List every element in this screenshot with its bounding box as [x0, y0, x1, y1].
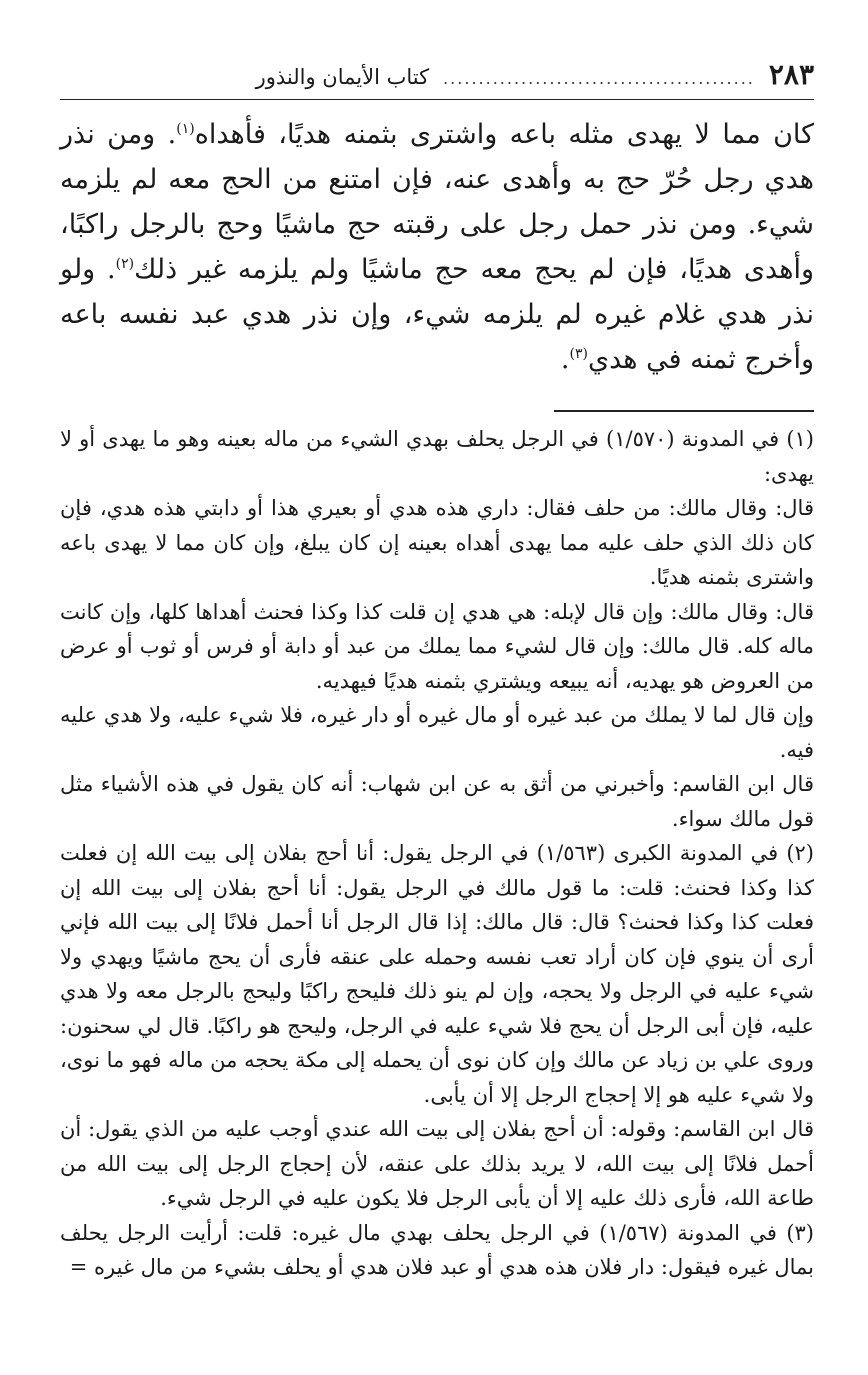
footnote-paragraph: (١) في المدونة (١/٥٧٠) في الرجل يحلف بهدي الشيء من ماله بعينه وهو ما يهدى أو لا يهدى: — [60, 427, 814, 486]
footnote-paragraph: (٢) في المدونة الكبرى (١/٥٦٣) في الرجل يقول: أنا أحج بفلان إلى بيت الله إن فعلت كذا وكذا فحنث: قلت: ما قول مالك في الرجل يقول: أنا أحج بفلان إلى بيت الله إن فعلت كذا وكذا فحنث؟ قال: قال مالك: إذا قال الرجل أنا أحمل فلانًا إلى بيت الله فإني أرى أن ينوي فإن كان أراد تعب نفسه وحمله على عنقه فأرى أن يحج ماشيًا ويهدي ولا شيء عليه في الرجل ولا يحجه، وإن لم ينو ذلك فليحج راكبًا وليحج بالرجل معه ولا هدي عليه، فإن أبى الرجل أن يحج فلا شيء عليه في الرجل، وليحج هو راكبًا. قال لي سحنون: وروى علي بن زياد عن مالك وإن كان نوى أن يحمله إلى مكة يحجه من ماله فهو ما نوى، ولا شيء عليه هو إلا إحجاج الرجل إلا أن يأبى. — [60, 841, 814, 1107]
footnote-paragraph: قال ابن القاسم: وقوله: أن أحج بفلان إلى بيت الله عندي أوجب عليه من الذي يقول: أن أحمل فلانًا إلى بيت الله، لا يريد بذلك على عنقه، لأن إحجاج الرجل إلى بيت الله من طاعة الله، فأرى ذلك عليه إلا أن يأبى الرجل فلا يكون عليه في الرجل شيء. — [60, 1117, 814, 1210]
page-header — [60, 58, 814, 100]
footnotes — [60, 422, 814, 1285]
footnote-reference-3: (٣) — [569, 346, 588, 362]
footnote-paragraph: قال: وقال مالك: من حلف فقال: داري هذه هدي أو بعيري هذا أو دابتي هذه هدي، فإن كان ذلك الذي حلف عليه مما يهدى أهداه بعينه إن كان يبلغ، وإن كان مما لا يهدى باعه واشترى بثمنه هديًا. — [60, 496, 814, 589]
main-text-segment: . ومن نذر هدي رجل حُرّ حج به وأهدى عنه، فإن امتنع من الحج معه لم يلزمه شيء. ومن نذر حمل رجل على رقبته حج ماشيًا وحج بالرجل راكبًا، وأهدى هديًا، فإن لم يحج معه حج ماشيًا ولم يلزمه غير ذلك — [60, 119, 814, 285]
main-paragraph — [60, 112, 814, 382]
page-number: ٢٨٣ — [768, 58, 814, 91]
main-text-segment: كان مما لا يهدى مثله باعه واشترى بثمنه هديًا، فأهداه — [194, 119, 815, 150]
footnote-paragraph: (٣) في المدونة (١/٥٦٧) في الرجل يحلف بهدي مال غيره: قلت: أرأيت الرجل يحلف بمال غيره فيقول: دار فلان هذه هدي أو عبد فلان هدي أو يحلف بشيء من مال غيره = — [60, 1220, 814, 1279]
footnote-paragraph: قال: وقال مالك: وإن قال لإبله: هي هدي إن قلت كذا وكذا فحنث أهداها كلها، وإن كانت ماله كله. قال مالك: وإن قال لشيء مما يملك من عبد أو دابة أو فرس أو ثوب أو عرض من العروض هو يهديه، أنه يبيعه ويشتري بثمنه هديًا فيهديه. — [60, 599, 814, 693]
running-title: كتاب الأيمان والنذور — [255, 65, 430, 89]
footnote-divider — [554, 410, 814, 412]
header-leader-dots: ............................................ — [443, 69, 755, 88]
footnote-paragraph: وإن قال لما لا يملك من عبد غيره أو مال غيره أو دار غيره، فلا شيء عليه، ولا هدي عليه فيه. — [60, 703, 814, 762]
main-text-segment: . — [560, 344, 570, 375]
footnote-paragraph: قال ابن القاسم: وأخبرني من أثق به عن ابن شهاب: أنه كان يقول في هذه الأشياء مثل قول مالك سواء. — [60, 772, 814, 831]
main-text-segment: . ولو نذر هدي غلام غيره لم يلزمه شيء، وإن نذر هدي عبد نفسه باعه وأخرج ثمنه في هدي — [60, 254, 814, 375]
main-body-text — [60, 112, 814, 382]
footnote-reference-1: (١) — [176, 121, 195, 137]
footnote-reference-2: (٢) — [115, 256, 135, 272]
